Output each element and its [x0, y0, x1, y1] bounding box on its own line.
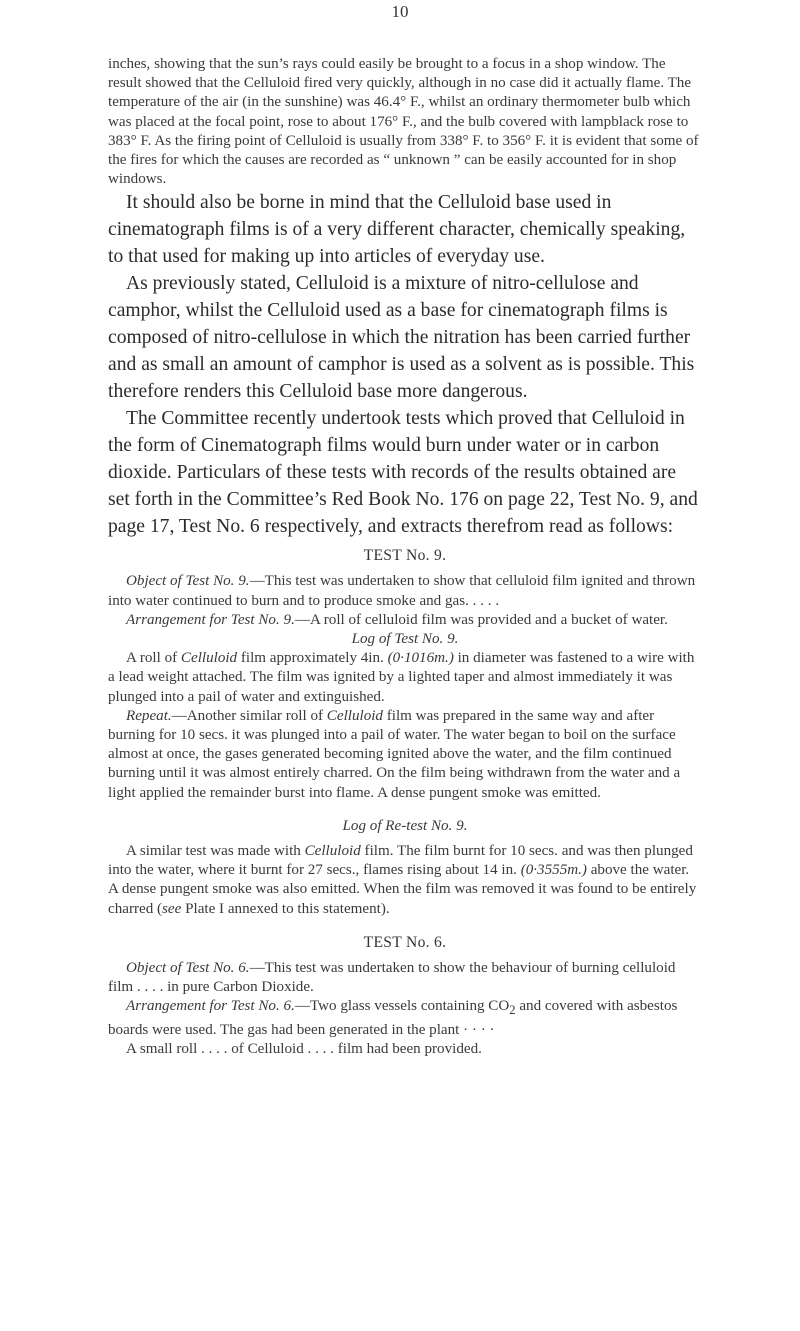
page-number: 10	[391, 2, 409, 21]
test-9-relog-text: A similar test was made with Celluloid film. The film burnt for 10 secs. and was then plunged into the water, where it burnt for 27 secs., flames rising about 14 in. (0·3555m.) above the water. A dense pungent smoke was also emitted. When the film was removed it was found to be entirely charred (see Plate I annexed to this statement).	[108, 843, 697, 917]
test-9-arrangement	[108, 611, 702, 630]
paragraph-composition: As previously stated, Celluloid is a mixture of nitro-cellulose and camphor, whilst the Celluloid used as a base for cinematograph films is composed of nitro-cellulose in which the nitration has been carried further and as small an amount of camphor is used as a solvent as is possible. This therefore renders this Celluloid base more dangerous.	[108, 273, 695, 403]
test-9-repeat: Repeat.—Another similar roll of Celluloid film was prepared in the same way and after burning for 10 secs. it was plunged into a pail of water. The water began to boil on the surface almost at once, the gases generated becoming ignited above the water, and the film continued burning until it was almost entirely charred. On the film being withdrawn from the water and a light applied the remainder burst into flame. A dense pungent smoke was emitted.	[108, 707, 681, 801]
main-text-block	[108, 189, 702, 540]
test-9-object-text: —This test was undertaken to show that celluloid film ignited and thrown into water continued to burn and to produce smoke and gas. . . . .	[108, 573, 696, 609]
test-9-log-text: A roll of Celluloid film approximately 4in. (0·1016m.) in diameter was fastened to a wire with a lead weight attached. The film was ignited by a lighted taper and almost immediately it was plunged into a pail of water and extinguished.	[108, 650, 695, 705]
test-9-log-heading: Log of Test No. 9.	[351, 631, 459, 648]
test-6-section	[108, 933, 702, 1059]
test-9-repeat-label: Repeat.	[126, 707, 172, 724]
test-9-arrangement-label: Arrangement for Test No. 9.	[126, 611, 295, 628]
test-9-relog-heading: Log of Re-test No. 9.	[342, 817, 468, 834]
test-9-object	[108, 572, 702, 610]
measure-flame-height: (0·3555m.)	[520, 862, 587, 879]
page-body	[108, 55, 702, 1059]
test-9-object-label: Object of Test No. 9.	[126, 573, 250, 590]
test-6-object: Object of Test No. 6.—This test was undertaken to show the behaviour of burning celluloid film . . . . in pure Carbon Dioxide.	[108, 959, 676, 996]
test-9-arrangement-text: —A roll of celluloid film was provided and a bucket of water.	[294, 611, 668, 628]
measure-diameter: (0·1016m.)	[387, 650, 454, 667]
paragraph-committee-tests: The Committee recently undertook tests which proved that Celluloid in the form of Cinematograph films would burn under water or in carbon dioxide. Particulars of these tests with records of the results obtained are set forth in the Committee’s Red Book No. 176 on page 22, Test No. 9, and page 17, Test No. 6 respectively, and extracts therefrom read as follows:	[108, 408, 698, 538]
test-6-heading: TEST No. 6.	[363, 933, 447, 951]
test-9-heading: TEST No. 9.	[363, 547, 447, 565]
test-6-final-line: A small roll . . . . of Celluloid . . . . film had been provided.	[126, 1040, 482, 1057]
test-6-object-label: Object of Test No. 6.	[126, 959, 250, 976]
paragraph-shop-window: inches, showing that the sun’s rays could easily be brought to a focus in a shop window. The result showed that the Celluloid fired very quickly, although in no case did it actually flame. The temperature of the air (in the sunshine) was 46.4° F., whilst an ordinary thermometer bulb which was placed at the focal point, rose to about 176° F., and the bulb covered with lampblack rose to 383° F. As the firing point of Celluloid is usually from 338° F. to 356° F. it is evident that some of the fires for which the causes are recorded as “ unknown ” can be easily accounted for in shop windows.	[108, 56, 699, 188]
paragraph-celluloid-base: It should also be borne in mind that the Celluloid base used in cinematograph films is of a very different character, chemically speaking, to that used for making up into articles of everyday use.	[108, 192, 686, 268]
test-6-arrangement: Arrangement for Test No. 6.—Two glass vessels containing $CO_2$ and covered with asbestos boards were used. The gas had been generated in the plant · · · ·	[108, 998, 678, 1038]
test-9-section	[108, 546, 702, 918]
intro-paragraph-block	[108, 55, 702, 189]
test-6-arrangement-label: Arrangement for Test No. 6.	[126, 998, 295, 1015]
